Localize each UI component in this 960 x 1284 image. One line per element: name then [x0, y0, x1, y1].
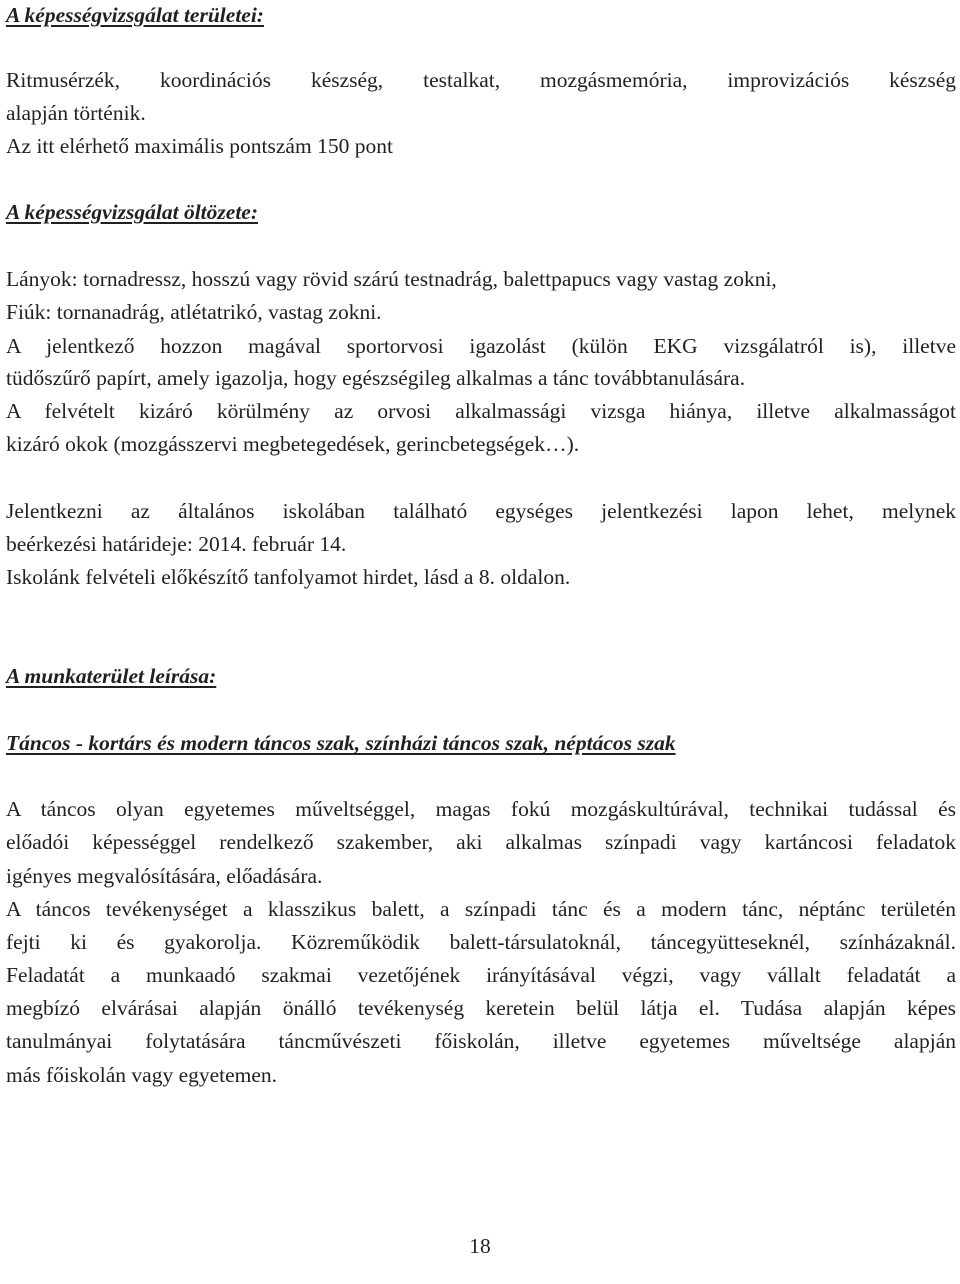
text-line: Az itt elérhető maximális pontszám 150 pont: [6, 134, 393, 158]
text-line: A táncos tevékenységet a klasszikus balett, a színpadi tánc és a modern tánc, néptánc területén: [6, 897, 956, 921]
text-line: Lányok: tornadressz, hosszú vagy rövid szárú testnadrág, balettpapucs vagy vastag zokni,: [6, 267, 777, 291]
heading-ability-test-outfit: A képességvizsgálat öltözete:: [6, 200, 258, 224]
text-line: alapján történik.: [6, 101, 146, 125]
text-line: tanulmányai folytatására táncművészeti főiskolán, illetve egyetemes műveltsége alapján: [6, 1029, 956, 1053]
text-line: A táncos olyan egyetemes műveltséggel, magas fokú mozgáskultúrával, technikai tudással és: [6, 797, 956, 821]
text-line: A jelentkező hozzon magával sportorvosi igazolást (külön EKG vizsgálatról is), illetve: [6, 334, 956, 358]
text-line: megbízó elvárásai alapján önálló tevékenység keretein belül látja el. Tudása alapján képes: [6, 996, 956, 1020]
text-line: Ritmusérzék, koordinációs készség, testalkat, mozgásmemória, improvizációs készség: [6, 68, 956, 92]
text-line: igényes megvalósítására, előadására.: [6, 864, 323, 888]
text-line: fejti ki és gyakorolja. Közreműködik balett-társulatoknál, táncegyütteseknél, színházaknál.: [6, 930, 956, 954]
heading-work-area: A munkaterület leírása:: [6, 664, 217, 688]
text-line: Iskolánk felvételi előkészítő tanfolyamot hirdet, lásd a 8. oldalon.: [6, 565, 571, 589]
heading-specialty: Táncos - kortárs és modern táncos szak, színházi táncos szak, néptácos szak: [6, 731, 676, 755]
text-line: tüdőszűrő papírt, amely igazolja, hogy egészségileg alkalmas a tánc továbbtanulására.: [6, 366, 746, 390]
text-line: Feladatát a munkaadó szakmai vezetőjének irányításával végzi, vagy vállalt feladatát a: [6, 963, 956, 987]
text-line: beérkezési határideje: 2014. február 14.: [6, 532, 347, 556]
text-line: más főiskolán vagy egyetemen.: [6, 1063, 278, 1087]
text-line: Jelentkezni az általános iskolában található egységes jelentkezési lapon lehet, melynek: [6, 499, 956, 523]
text-line: előadói képességgel rendelkező szakember, aki alkalmas színpadi vagy kartáncosi feladatok: [6, 830, 956, 854]
text-line: Fiúk: tornanadrág, atlétatrikó, vastag zokni.: [6, 300, 382, 324]
heading-ability-test-areas: A képességvizsgálat területei:: [6, 3, 264, 27]
page-number: 18: [469, 1234, 491, 1258]
text-line: kizáró okok (mozgásszervi megbetegedések, gerincbetegségek…).: [6, 432, 580, 456]
text-line: A felvételt kizáró körülmény az orvosi alkalmassági vizsga hiánya, illetve alkalmasságot: [6, 399, 956, 423]
